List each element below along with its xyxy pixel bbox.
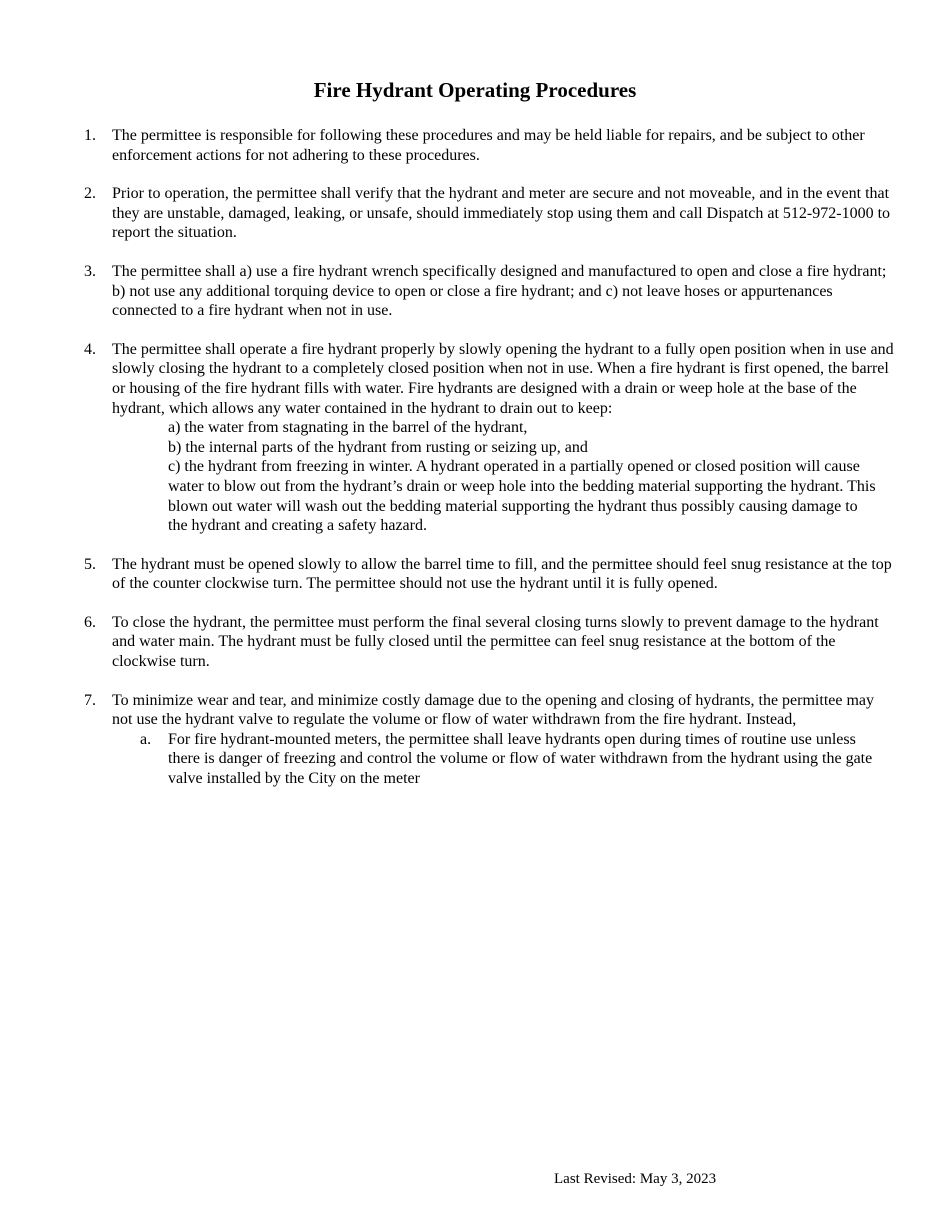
procedure-list — [0, 126, 950, 808]
page-title: Fire Hydrant Operating Procedures — [313, 78, 637, 102]
lettered-list — [0, 730, 950, 789]
procedure-item-2 — [0, 184, 950, 243]
lettered-marker: a. — [140, 730, 152, 748]
procedure-item-5 — [0, 555, 950, 594]
sub-item-a: a) the water from stagnating in the barrel of the hydrant, — [168, 419, 528, 437]
sub-list — [0, 418, 950, 536]
lettered-item-a — [0, 730, 950, 789]
item-number: 7. — [84, 691, 96, 709]
item-text: To minimize wear and tear, and minimize costly damage due to the opening and closing of hydrants, the permittee may not use the hydrant valve to regulate the volume or flow of water withdrawn from the fire hydrant. Instead, — [112, 691, 875, 729]
procedure-item-4 — [0, 340, 950, 536]
item-text: The hydrant must be opened slowly to allow the barrel time to fill, and the permittee should feel snug resistance at the top of the counter clockwise turn. The permittee should not use the hydrant until it is fully opened. — [112, 555, 892, 593]
item-text: The permittee shall operate a fire hydrant properly by slowly opening the hydrant to a fully open position when in use and slowly closing the hydrant to a completely closed position when not in use. When a fire hydrant is first opened, the barrel or housing of the fire hydrant fills with water. Fire hydrants are designed with a drain or weep hole at the base of the hydrant, which allows any water contained in the hydrant to drain out to keep: — [112, 340, 894, 417]
sub-item-c: c) the hydrant from freezing in winter. A hydrant operated in a partially opened or closed position will cause water to blow out from the hydrant’s drain or weep hole into the bedding material supporting the hydrant. This blown out water will wash out the bedding material supporting the hydrant thus possibly causing damage to the hydrant and creating a safety hazard. — [168, 458, 876, 535]
procedure-item-6 — [0, 613, 950, 672]
item-number: 2. — [84, 185, 96, 203]
item-number: 4. — [84, 340, 96, 358]
item-number: 6. — [84, 613, 96, 631]
procedure-item-7 — [0, 691, 950, 789]
item-text: The permittee is responsible for following these procedures and may be held liable for repairs, and be subject to other enforcement actions for not adhering to these procedures. — [112, 127, 865, 164]
lettered-text: For fire hydrant-mounted meters, the permittee shall leave hydrants open during times of routine use unless there is danger of freezing and control the volume or flow of water withdrawn from the hydrant using the gate valve installed by the City on the meter — [168, 730, 873, 788]
procedure-item-1 — [0, 126, 950, 165]
item-text: Prior to operation, the permittee shall verify that the hydrant and meter are secure and not moveable, and in the event that they are unstable, damaged, leaking, or unsafe, should immediately stop using them and call Dispatch at 512-972-1000 to report the situation. — [112, 185, 891, 242]
last-revised-date: Last Revised: May 3, 2023 — [554, 1171, 717, 1187]
item-text: To close the hydrant, the permittee must perform the final several closing turns slowly to prevent damage to the hydrant and water main. The hydrant must be fully closed until the permittee can feel snug resistance at the bottom of the clockwise turn. — [112, 613, 879, 671]
item-text: The permittee shall a) use a fire hydrant wrench specifically designed and manufactured to open and close a fire hydrant; b) not use any additional torquing device to open or close a fire hydrant; and c) not leave hoses or appurtenances connected to a fire hydrant when not in use. — [112, 262, 887, 320]
sub-item-b: b) the internal parts of the hydrant from rusting or seizing up, and — [168, 438, 588, 456]
procedure-item-3 — [0, 262, 950, 321]
item-number: 1. — [84, 127, 96, 144]
item-number: 3. — [84, 262, 96, 280]
item-number: 5. — [84, 555, 96, 573]
